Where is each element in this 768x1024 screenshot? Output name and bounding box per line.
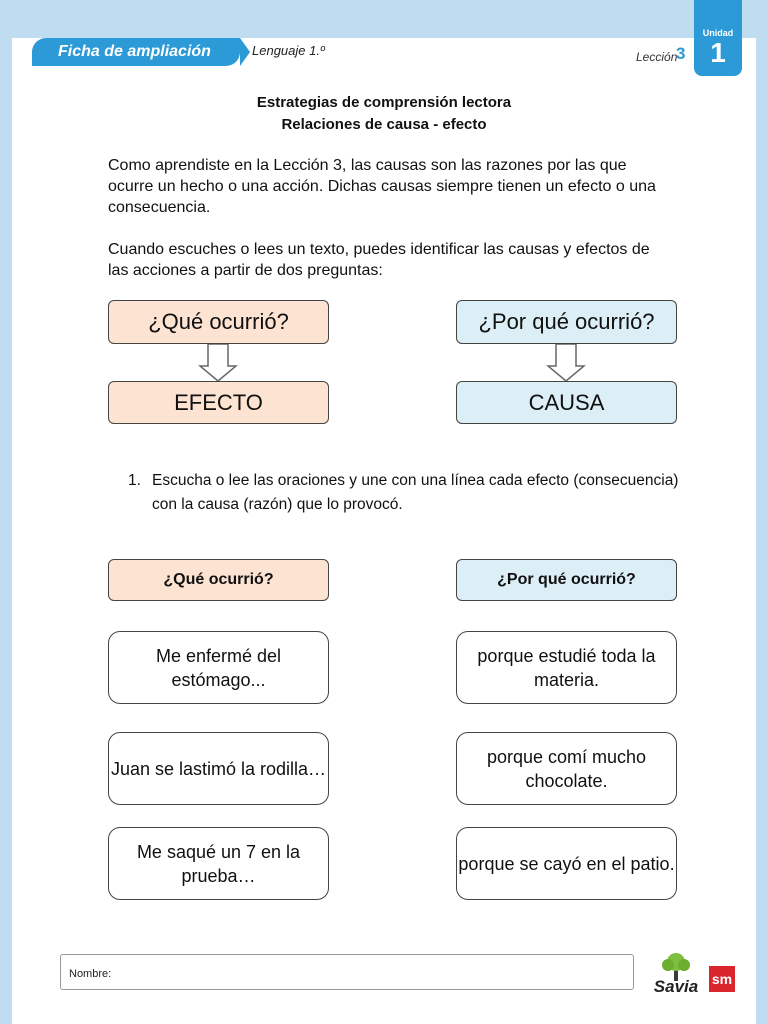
instruction-text: Escucha o lee las oraciones y une con una línea cada efecto (consecuencia) con la causa (razón) que lo provocó. bbox=[152, 472, 679, 513]
intro-paragraph-1: Como aprendiste en la Lección 3, las causas son las razones por las que ocurre un hecho o una acción. Dichas causas siempre tienen un efecto o una consecuencia. bbox=[108, 157, 656, 216]
cause-box: CAUSA bbox=[456, 381, 677, 424]
intro-paragraph-2: Cuando escuches o lees un texto, puedes identificar las causas y efectos de las acciones a partir de dos preguntas: bbox=[108, 241, 650, 279]
lesson-number: 3 bbox=[676, 44, 686, 63]
name-field[interactable] bbox=[60, 954, 634, 990]
arrow-down-icon bbox=[198, 344, 238, 382]
cause-item[interactable]: porque comí mucho chocolate. bbox=[456, 732, 677, 805]
unit-badge bbox=[694, 0, 742, 76]
effect-box: EFECTO bbox=[108, 381, 329, 424]
page-subtitle: Relaciones de causa - efecto bbox=[281, 116, 487, 133]
unit-label: Unidad bbox=[702, 28, 734, 38]
savia-logo bbox=[648, 953, 704, 997]
page-title: Estrategias de comprensión lectora bbox=[256, 94, 512, 111]
question-what-happened: ¿Qué ocurrió? bbox=[108, 300, 329, 344]
cause-item[interactable]: porque estudié toda la materia. bbox=[456, 631, 677, 704]
sm-logo: sm bbox=[709, 966, 735, 992]
cause-item[interactable]: porque se cayó en el patio. bbox=[456, 827, 677, 900]
lesson-label: Lección bbox=[636, 50, 678, 64]
effect-item[interactable]: Me saqué un 7 en la prueba… bbox=[108, 827, 329, 900]
unit-number: 1 bbox=[710, 37, 726, 68]
arrow-down-icon bbox=[546, 344, 586, 382]
effect-item[interactable]: Me enfermé del estómago... bbox=[108, 631, 329, 704]
instruction-number: 1. bbox=[128, 472, 141, 489]
savia-logo-text: Savia bbox=[653, 977, 699, 996]
matching-header-cause: ¿Por qué ocurrió? bbox=[456, 559, 677, 601]
instruction bbox=[128, 469, 688, 517]
matching-header-effect: ¿Qué ocurrió? bbox=[108, 559, 329, 601]
question-why-happened: ¿Por qué ocurrió? bbox=[456, 300, 677, 344]
name-label: Nombre: bbox=[69, 968, 112, 980]
header-tab: Ficha de ampliación bbox=[32, 38, 240, 66]
effect-item[interactable]: Juan se lastimó la rodilla… bbox=[108, 732, 329, 805]
subject-label: Lenguaje 1.º bbox=[252, 43, 325, 58]
